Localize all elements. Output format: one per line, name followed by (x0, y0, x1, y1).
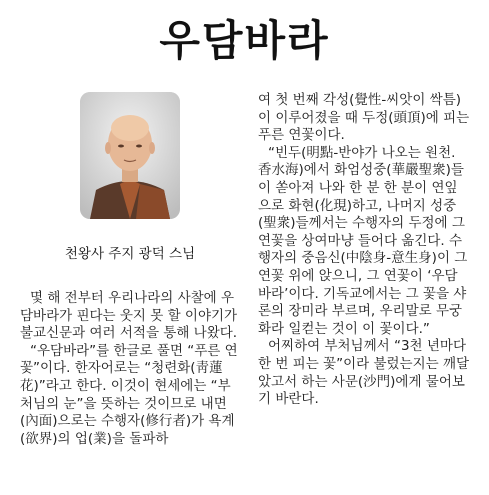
paragraph: “빈두(明點-반야가 나오는 원천. 香水海)에서 화엄성중(華嚴聖衆)들이 쏟아져 나와 한 분 한 분이 연잎으로 화현(化現)하고, 나머지 성중(聖衆)들께서는 수행자의 두정에 그 연꽃을 상여마냥 들어다 옮긴다. 수행자의 중음신(中陰身-意生身)이 그 연꽃 위에 앉으니, 그 연꽃이 ‘우담바라’이다. 기독교에서는 그 꽃을 샤론의 장미라 부르며, 우리말로 무궁화라 일컫는 것이 이 꽃이다.” (258, 144, 468, 337)
paragraph: 어찌하여 부처님께서 “3천 년마다 한 번 피는 꽃”이라 불렀는지는 깨달았고서 하는 사문(沙門)에게 물어보기 바란다. (258, 338, 470, 408)
paragraph: “우담바라”를 한글로 풀면 “푸른 연꽃”이다. 한자어로는 “청련화(靑蓮花)”라고 한다. 이것이 현세에는 “부처님의 눈”을 뜻하는 것이므로 내면(內面)으로는 수행자(修行者)가 욕계(欲界)의 업(業)을 돌파하 (20, 342, 238, 447)
author-photo (80, 92, 180, 219)
paragraph: 여 첫 번째 각성(覺性-씨앗이 싹틈)이 이루어졌을 때 두정(頭頂)에 피는 푸른 연꽃이다. (258, 92, 470, 144)
paragraph: 몇 해 전부터 우리나라의 사찰에 우담바라가 핀다는 웃지 못 할 이야기가 불교신문과 여러 서적을 통해 나왔다. (20, 290, 238, 342)
left-column (20, 290, 240, 448)
author-caption: 천왕사 주지 광덕 스님 (64, 246, 196, 262)
right-column (258, 92, 470, 409)
article-title: 우담바라 (159, 16, 330, 65)
